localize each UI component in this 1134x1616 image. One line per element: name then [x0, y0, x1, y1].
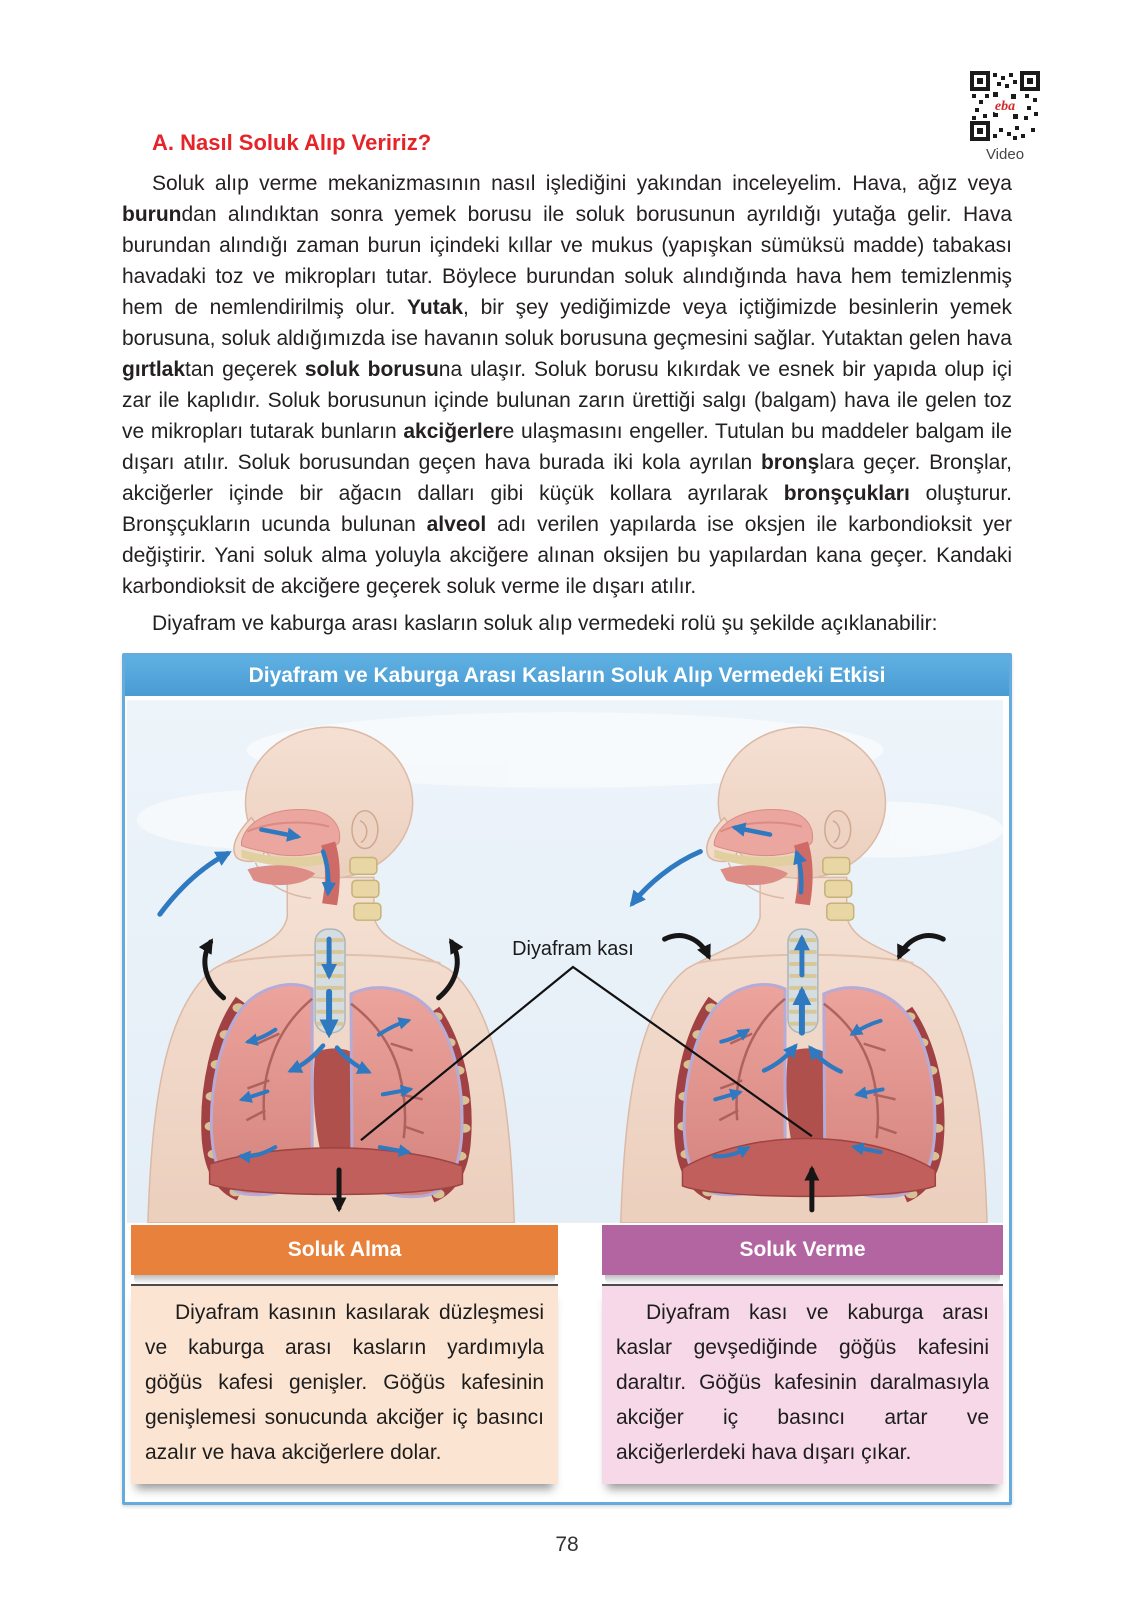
exhale-header-shadow: [605, 1275, 1000, 1284]
inhale-box-header: Soluk Alma: [131, 1225, 558, 1275]
diaphragm-label: Diyafram kası: [512, 938, 634, 961]
figure-body: [125, 698, 1009, 1502]
exhale-box-text: Diyafram kası ve kaburga arası kaslar gevşediğinde göğüs kafesini daraltır. Göğüs kafesinin daralmasıyla akciğer iç basıncı artar ve akciğerlerdeki hava dışarı çıkar.: [602, 1284, 1003, 1484]
video-label: Video: [985, 146, 1025, 163]
section-heading: A. Nasıl Soluk Alıp Veririz?: [152, 130, 432, 155]
caption-boxes-row: [127, 1223, 1007, 1488]
diaphragm-figure: [122, 653, 1012, 1505]
qr-code-icon: [969, 70, 1041, 142]
anatomy-illustration: [127, 700, 1007, 1223]
qr-video-block: [968, 70, 1042, 163]
page-number: 78: [555, 1533, 579, 1556]
intro-paragraph-1: Soluk alıp verme mekanizmasının nasıl işlediğini yakından inceleyelim. Hava, ağız veya burundan alındıktan sonra yemek borusu ile soluk borusunun ayrıldığı yutağa gelir. Hava burundan alındığı zaman burun içindeki kıllar ve mukus (yapışkan sümüksü madde) tabakası havadaki toz ve mikropları tutar. Böylece burundan soluk alındığında hava hem temizlenmiş hem de nemlendirilmiş olur. Yutak, bir şey yediğimizde veya içtiğimizde besinlerin yemek borusuna, soluk aldığımızda ise havanın soluk borusuna geçmesini sağlar. Yutaktan gelen hava gırtlaktan geçerek soluk borusuna ulaşır. Soluk borusu kıkırdak ve esnek bir yapıda olup içi zar ile kaplıdır. Soluk borusunun içinde bulunan zarın ürettiği salgı (balgam) hava ile gelen toz ve mikropları tutarak bunların akciğerlere ulaşmasını engeller. Tutulan bu maddeler balgam ile dışarı atılır. Soluk borusundan geçen hava burada iki kola ayrılan bronşlara geçer. Bronşlar, akciğerler içinde bir ağacın dalları gibi küçük kollara ayrılarak bronşçukları oluşturur. Bronşçukların ucunda bulunan alveol adı verilen yapılarda ise oksjen ile karbondioksit yer değiştirir. Yani soluk alma yoluyla akciğere alınan oksijen bu yapılardan kana geçer. Kandaki karbondioksit de akciğere geçerek soluk verme ile dışarı atılır.: [122, 172, 1012, 598]
respiration-diagram: [127, 700, 1003, 1223]
inhale-box: [131, 1225, 558, 1484]
figure-title: Diyafram ve Kaburga Arası Kasların Soluk Alıp Vermedeki Etkisi: [125, 656, 1009, 698]
exhale-box-header: Soluk Verme: [602, 1225, 1003, 1275]
exhale-box: [602, 1225, 1003, 1484]
svg-text:eba: eba: [994, 99, 1016, 114]
inhale-box-text: Diyafram kasının kasılarak düzleşmesi ve kaburga arası kasların yardımıyla göğüs kafesi genişler. Göğüs kafesinin genişlemesi sonucunda akciğer iç basıncı azalır ve hava akciğerlere dolar.: [131, 1284, 558, 1484]
intro-paragraph-2: Diyafram ve kaburga arası kasların soluk alıp vermedeki rolü şu şekilde açıklanabilir:: [152, 612, 938, 635]
main-content: [122, 0, 1012, 1557]
inhale-header-shadow: [134, 1275, 555, 1284]
